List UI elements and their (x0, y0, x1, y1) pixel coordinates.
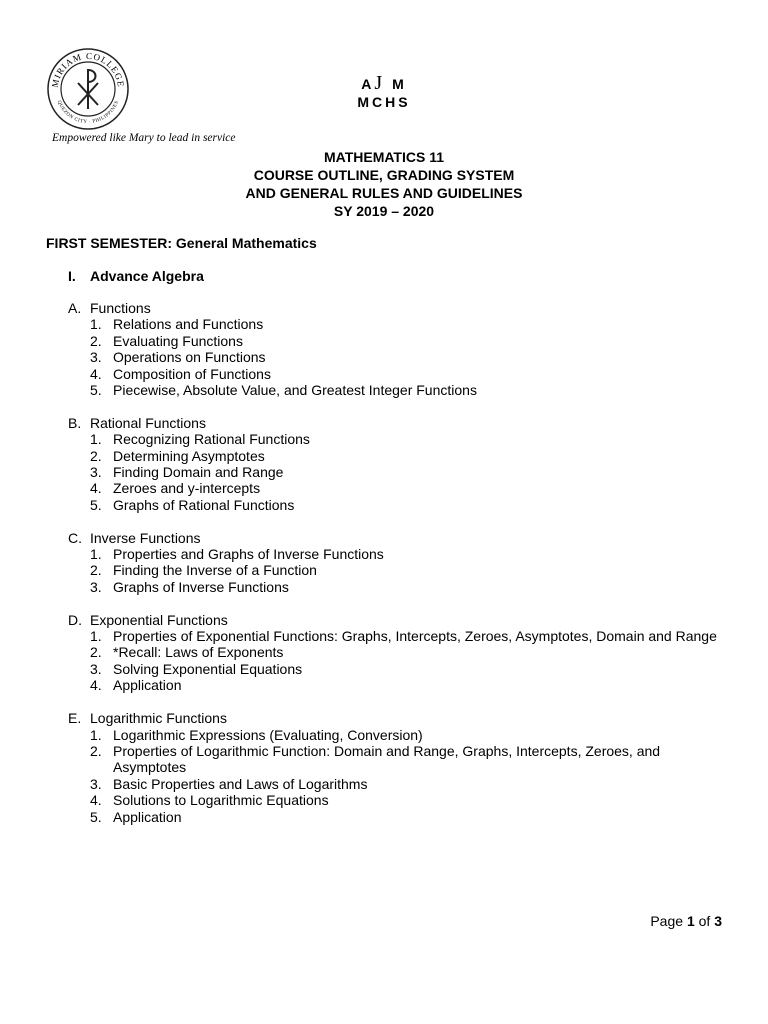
section-items (90, 431, 733, 513)
item-text: Application (113, 808, 182, 825)
item-text: Graphs of Rational Functions (113, 496, 295, 513)
section-heading (68, 415, 733, 431)
item-text: Application (113, 677, 182, 694)
list-item (90, 562, 733, 578)
list-item (90, 661, 733, 677)
semester-heading: FIRST SEMESTER: General Mathematics (46, 235, 317, 251)
item-number: 3. (90, 578, 102, 595)
outline-section (68, 300, 733, 398)
item-text: Relations and Functions (113, 316, 264, 333)
outline-section (68, 415, 733, 513)
item-number: 4. (90, 480, 102, 497)
item-number: 2. (90, 644, 102, 661)
list-item (90, 727, 733, 743)
item-number: 1. (90, 316, 102, 333)
title-line-3: AND GENERAL RULES AND GUIDELINES (245, 185, 523, 201)
section-items (90, 316, 733, 398)
item-number: 5. (90, 808, 102, 825)
section-letter: E. (68, 710, 82, 727)
list-item (90, 431, 733, 447)
item-text: Solutions to Logarithmic Equations (113, 792, 329, 809)
list-item (90, 333, 733, 349)
item-number: 1. (90, 726, 102, 743)
item-text: Properties of Logarithmic Function: Domain and Range, Graphs, Intercepts, Zeroes, and Asymptotes (113, 742, 661, 776)
item-text: Properties and Graphs of Inverse Functions (113, 546, 384, 563)
item-text: Graphs of Inverse Functions (113, 578, 289, 595)
section-title: Inverse Functions (90, 529, 201, 546)
list-item (90, 628, 733, 644)
part-heading (68, 268, 204, 284)
school-abbreviation: MCHS (357, 94, 411, 110)
school-initials: AJ M (361, 72, 407, 94)
item-text: Determining Asymptotes (113, 447, 265, 464)
section-heading (68, 530, 733, 546)
item-number: 2. (90, 562, 102, 579)
school-motto: Empowered like Mary to lead in service (52, 132, 236, 144)
list-item (90, 382, 733, 398)
outline-section (68, 710, 733, 825)
item-text: Properties of Exponential Functions: Graphs, Intercepts, Zeroes, Asymptotes, Domain and Range (113, 628, 717, 645)
course-outline (68, 300, 733, 841)
page-number: Page 1 of 3 (650, 913, 722, 929)
item-text: *Recall: Laws of Exponents (113, 644, 284, 661)
item-number: 5. (90, 496, 102, 513)
section-heading (68, 612, 733, 628)
svg-text:MIRIAM COLLEGE: MIRIAM COLLEGE (49, 50, 127, 89)
title-line-4: SY 2019 – 2020 (333, 203, 435, 219)
title-line-2: COURSE OUTLINE, GRADING SYSTEM (253, 167, 515, 183)
section-title: Functions (90, 300, 151, 316)
item-text: Composition of Functions (113, 365, 271, 382)
list-item (90, 497, 733, 513)
item-number: 3. (90, 349, 102, 366)
list-item (90, 546, 733, 562)
section-heading (68, 710, 733, 726)
outline-section (68, 530, 733, 596)
item-text: Zeroes and y-intercepts (113, 480, 261, 497)
item-text: Solving Exponential Equations (113, 660, 303, 677)
item-number: 1. (90, 546, 102, 563)
item-text: Operations on Functions (113, 349, 266, 366)
section-items (90, 727, 733, 825)
item-text: Evaluating Functions (113, 332, 243, 349)
part-label: Advance Algebra (90, 268, 204, 284)
item-number: 3. (90, 464, 102, 481)
section-title: Rational Functions (90, 414, 206, 431)
list-item (90, 776, 733, 792)
item-number: 1. (90, 431, 102, 448)
list-item (90, 677, 733, 693)
list-item (90, 644, 733, 660)
section-title: Exponential Functions (90, 611, 228, 628)
section-letter: C. (68, 529, 82, 546)
item-text: Finding Domain and Range (113, 464, 284, 481)
list-item (90, 448, 733, 464)
item-number: 4. (90, 792, 102, 809)
list-item (90, 349, 733, 365)
item-number: 2. (90, 332, 102, 349)
list-item (90, 579, 733, 595)
item-number: 2. (90, 742, 102, 759)
section-letter: D. (68, 611, 82, 628)
document-title (0, 148, 768, 220)
section-letter: A. (68, 300, 82, 316)
item-text: Piecewise, Absolute Value, and Greatest Integer Functions (113, 382, 477, 399)
svg-text:QUEZON CITY · PHILIPPINES: QUEZON CITY · PHILIPPINES (55, 100, 121, 126)
item-number: 2. (90, 447, 102, 464)
part-number: I. (68, 268, 76, 284)
list-item (90, 809, 733, 825)
list-item (90, 792, 733, 808)
item-text: Basic Properties and Laws of Logarithms (113, 775, 368, 792)
item-number: 4. (90, 677, 102, 694)
section-title: Logarithmic Functions (90, 710, 227, 727)
list-item (90, 480, 733, 496)
outline-section (68, 612, 733, 694)
item-number: 5. (90, 382, 102, 399)
item-number: 3. (90, 775, 102, 792)
section-heading (68, 300, 733, 316)
section-items (90, 546, 733, 595)
section-items (90, 628, 733, 694)
list-item (90, 464, 733, 480)
item-text: Recognizing Rational Functions (113, 431, 310, 448)
section-letter: B. (68, 414, 82, 431)
item-number: 4. (90, 365, 102, 382)
list-item (90, 743, 733, 776)
list-item (90, 316, 733, 332)
item-number: 1. (90, 628, 102, 645)
list-item (90, 366, 733, 382)
title-line-1: MATHEMATICS 11 (323, 149, 445, 165)
item-number: 3. (90, 660, 102, 677)
item-text: Logarithmic Expressions (Evaluating, Conversion) (113, 726, 423, 743)
item-text: Finding the Inverse of a Function (113, 562, 317, 579)
